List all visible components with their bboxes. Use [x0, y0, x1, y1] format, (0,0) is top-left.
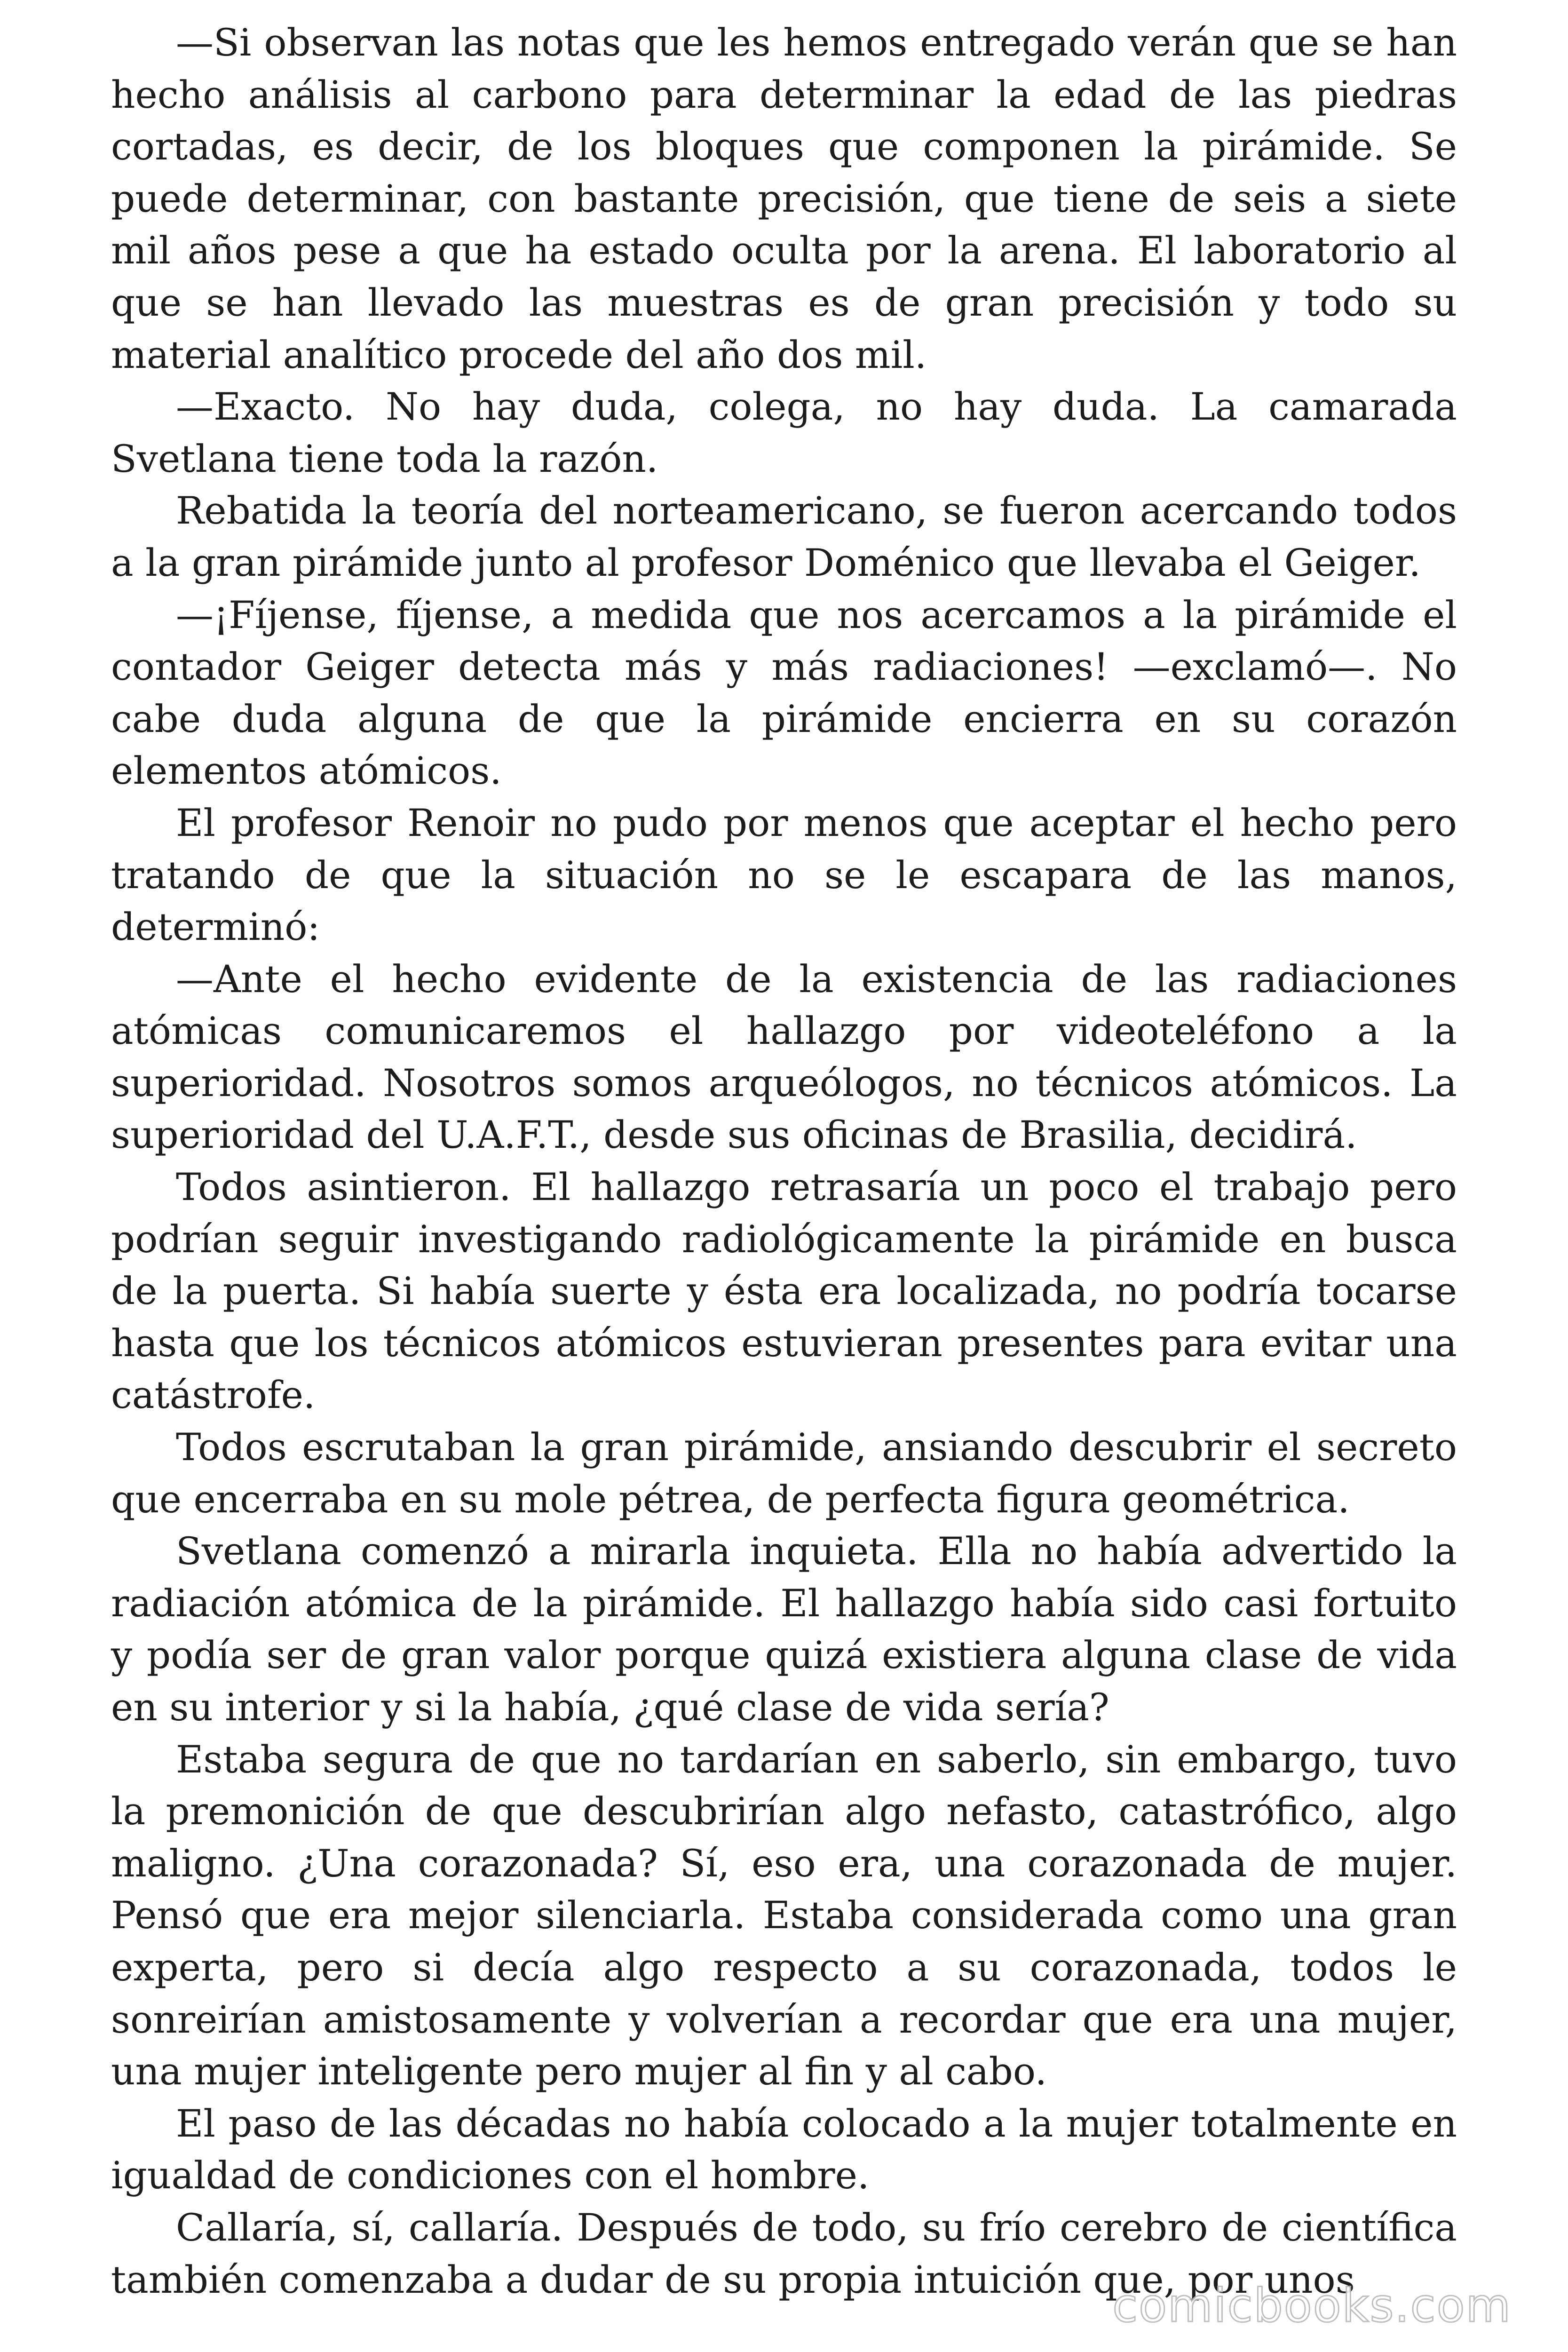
- paragraph-5: El profesor Renoir no pudo por menos que aceptar el hecho pero tratando de que la situación no se le escapara de las manos, determinó:: [111, 801, 1457, 949]
- paragraph-7: Todos asintieron. El hallazgo retrasaría un poco el trabajo pero podrían seguir investigando radiológicamente la pirámide en busca de la puerta. Si había suerte y ésta era localizada, no podría tocarse hasta que los técnicos atómicos estuvieran presentes para evitar una catástrofe.: [111, 1165, 1457, 1417]
- paragraph-3: Rebatida la teoría del norteamericano, se fueron acercando todos a la gran pirámide junto al profesor Doménico que llevaba el Geiger.: [111, 489, 1457, 585]
- paragraph-6: —Ante el hecho evidente de la existencia de las radiaciones atómicas comunicaremos el hallazgo por videoteléfono a la superioridad. Nosotros somos arqueólogos, no técnicos atómicos. La superioridad del U.A.F.T., desde sus oficinas de Brasilia, decidirá.: [111, 957, 1457, 1157]
- paragraph-9: Svetlana comenzó a mirarla inquieta. Ella no había advertido la radiación atómica de la pirámide. El hallazgo había sido casi fortuito y podía ser de gran valor porque quizá existiera alguna clase de vida en su interior y si la había, ¿qué clase de vida sería?: [111, 1529, 1457, 1729]
- book-page-text: [111, 17, 1457, 2306]
- paragraph-2: —Exacto. No hay duda, colega, no hay duda. La camarada Svetlana tiene toda la razón.: [111, 385, 1457, 481]
- watermark-text: comicbooks.com: [1112, 2279, 1512, 2333]
- paragraph-11: El paso de las décadas no había colocado a la mujer totalmente en igualdad de condiciones con el hombre.: [111, 2101, 1457, 2198]
- paragraph-10: Estaba segura de que no tardarían en saberlo, sin embargo, tuvo la premonición de que descubrirían algo nefasto, catastrófico, algo maligno. ¿Una corazonada? Sí, eso era, una corazonada de mujer. Pensó que era mejor silenciarla. Estaba considerada como una gran experta, pero si decía algo respecto a su corazonada, todos le sonreirían amistosamente y volverían a recordar que era una mujer, una mujer inteligente pero mujer al fin y al cabo.: [111, 1737, 1457, 2094]
- paragraph-4: —¡Fíjense, fíjense, a medida que nos acercamos a la pirámide el contador Geiger detecta más y más radiaciones! —exclamó—. No cabe duda alguna de que la pirámide encierra en su corazón elementos atómicos.: [111, 593, 1457, 793]
- paragraph-1: —Si observan las notas que les hemos entregado verán que se han hecho análisis al carbono para determinar la edad de las piedras cortadas, es decir, de los bloques que componen la pirámide. Se puede determinar, con bastante precisión, que tiene de seis a siete mil años pese a que ha estado oculta por la arena. El laboratorio al que se han llevado las muestras es de gran precisión y todo su material analítico procede del año dos mil.: [111, 21, 1457, 377]
- paragraph-8: Todos escrutaban la gran pirámide, ansiando descubrir el secreto que encerraba en su mole pétrea, de perfecta figura geométrica.: [111, 1425, 1457, 1521]
- paragraph-12: Callaría, sí, callaría. Después de todo, su frío cerebro de científica también comenzaba a dudar de su propia intuición que, por unos: [111, 2205, 1457, 2302]
